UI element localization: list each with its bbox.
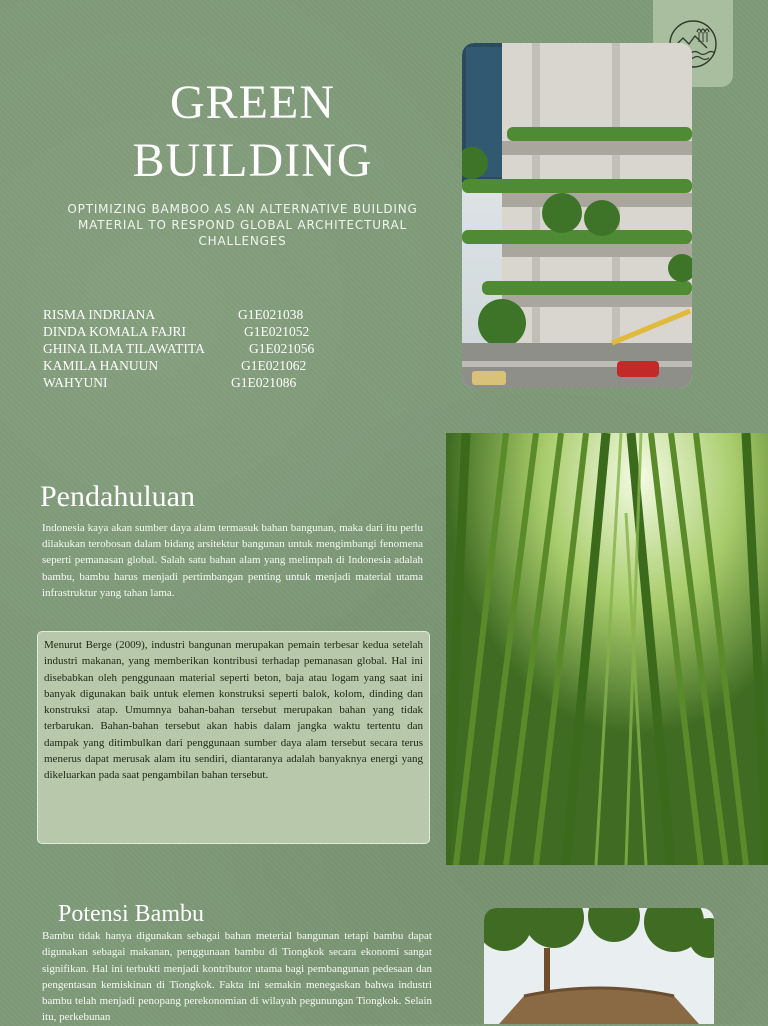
potensi-paragraph: Bambu tidak hanya digunakan sebagai bahan meterial bangunan tetapi bambu dapat digunakan sebagai makanan, penggunaan bambu di Tiongkok secara ekonomi sangat signifikan. Hal ini terbukti menjadi kontributor utama bagi pembangunan pedesaan dan pengentasan kemiskinan di Tiongkok. Fakta ini semakin menegaskan bahwa industri bambu telah menjadi penopang perekonomian di wilayah pegunungan Tiongkok. Selain itu, perkebunan [42,930,432,1024]
quote-box [37,631,430,844]
author-name: WAHYUNI [43,375,108,390]
bamboo-forest-photo [446,433,768,865]
green-building-photo [462,43,692,388]
author-row [43,357,343,374]
author-nim: G1E021038 [238,307,304,322]
page-title [100,74,405,190]
author-nim: G1E021062 [241,358,307,373]
title-line-2: BUILDING [132,134,373,187]
author-row [43,323,343,340]
bamboo-hut-photo [484,908,714,1024]
section-heading-pendahuluan: Pendahuluan [40,480,195,513]
author-name: RISMA INDRIANA [43,307,156,322]
author-name: GHINA ILMA TILAWATITA [43,341,205,356]
intro-paragraph: Indonesia kaya akan sumber daya alam termasuk bahan bangunan, maka dari itu perlu dilakukan terobosan dalam bidang arsitektur bangunan untuk mengimbangi fenomena seperti pemanasan global. Salah satu bahan alam yang melimpah di Indonesia adalah bambu, bambu harus menjadi pertimbangan penting untuk menjadi material utama infrastruktur yang tahan lama. [42,522,423,599]
quote-paragraph: Menurut Berge (2009), industri bangunan merupakan pemain terbesar kedua setelah industri makanan, yang memberikan kontribusi terhadap pemanasan global. Hal ini disebabkan oleh penggunaan material seperti beton, baja atau logam yang saat ini banyak digunakan baik untuk elemen konstruksi seperti balok, kolom, dinding dan konstruksi atap. Umumnya bahan-bahan tersebut merupakan bahan yang tidak terbarukan. Bahan-bahan tersebut akan habis dalam jangka waktu tertentu dan dampak yang ditimbulkan dari penggunaan sumber daya alam tersebut secara terus menerus dapat merusak alam itu sendiri, diantaranya adalah banyaknya energi yang dikeluarkan pada saat pengambilan bahan tersebut. [44,639,423,782]
author-nim: G1E021052 [244,324,310,339]
subtitle: OPTIMIZING BAMBOO AS AN ALTERNATIVE BUILDING MATERIAL TO RESPOND GLOBAL ARCHITECTURAL CHALLENGES [67,202,418,248]
author-name: KAMILA HANUUN [43,358,159,373]
author-nim: G1E021056 [249,341,315,356]
author-nim: G1E021086 [231,375,297,390]
section-heading-potensi-bambu: Potensi Bambu [58,901,205,927]
title-line-1: GREEN [170,76,335,129]
author-row [43,374,343,391]
author-row [43,340,343,357]
author-name: DINDA KOMALA FAJRI [43,324,187,339]
author-row [43,306,343,323]
author-list [43,306,343,391]
